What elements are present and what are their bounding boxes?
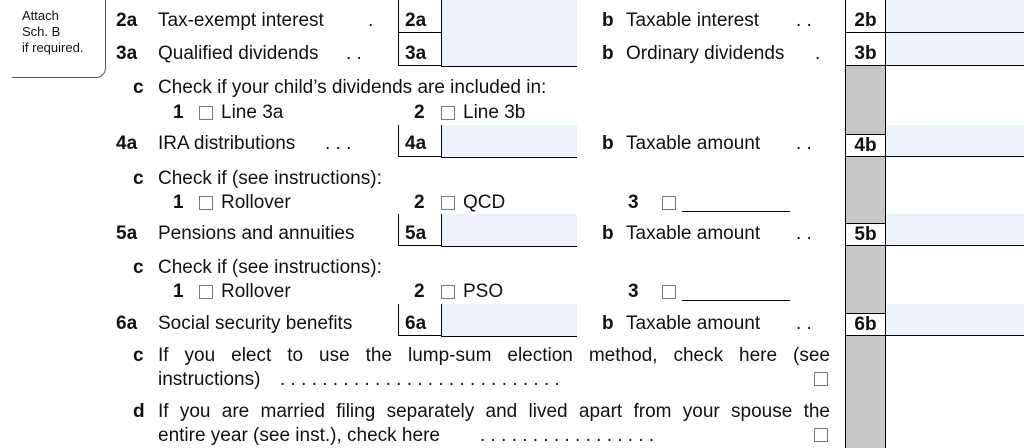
line-4a-label: IRA distributions <box>158 133 296 154</box>
line-5c-option1-number: 1 <box>173 281 184 302</box>
line-2b-number: b <box>602 10 614 31</box>
line-4b-number: b <box>602 133 614 154</box>
line-3a-leader-dots: . . <box>346 43 362 64</box>
line-5a-number: 5a <box>116 223 138 244</box>
line-4c-rollover-checkbox[interactable] <box>199 196 213 210</box>
line-4c-letter: c <box>133 168 144 189</box>
line-4c-option1-label: Rollover <box>221 192 291 213</box>
gray-area-3c <box>845 66 886 134</box>
line-6b-amount-field[interactable] <box>886 304 1024 336</box>
line-5a-amount-field[interactable] <box>441 214 577 247</box>
line-3c-label: Check if your child’s dividends are included in: <box>158 77 547 98</box>
line-3c-line3a-checkbox[interactable] <box>199 106 213 120</box>
line-4a-leader-dots: . . . <box>325 133 352 154</box>
line-5c-option1-label: Rollover <box>221 281 291 302</box>
line-2b-leader-dots: . . <box>796 10 812 31</box>
line-3b-label: Ordinary dividends <box>626 43 785 64</box>
line-5a-box-label: 5a <box>398 214 441 246</box>
line-4c-option3-text-field[interactable] <box>682 211 790 212</box>
line-4c-option3-number: 3 <box>628 192 639 213</box>
line-6b-label: Taxable amount <box>626 313 761 334</box>
line-4b-box-label: 4b <box>845 134 885 157</box>
line-3c-option1-label: Line 3a <box>221 102 284 123</box>
line-5c-option2-number: 2 <box>414 281 425 302</box>
line-5c-option2-label: PSO <box>463 281 504 302</box>
line-4c-label: Check if (see instructions): <box>158 168 382 189</box>
line-3b-amount-field[interactable] <box>886 33 1024 66</box>
line-4c-option1-number: 1 <box>173 192 184 213</box>
line-6d-text-line2: entire year (see inst.), check here <box>158 425 440 446</box>
line-6d-married-apart-checkbox[interactable] <box>814 428 828 442</box>
line-6a-number: 6a <box>116 313 138 334</box>
line-6b-number: b <box>602 313 614 334</box>
line-3b-box-label: 3b <box>845 33 885 66</box>
line-6c-lump-sum-checkbox[interactable] <box>814 372 828 386</box>
line-2a-leader-dots: . <box>368 10 374 31</box>
gray-area-6cd <box>845 336 886 448</box>
line-3c-line3b-checkbox[interactable] <box>441 106 455 120</box>
line-5c-label: Check if (see instructions): <box>158 257 382 278</box>
line-3a-box-label: 3a <box>398 33 441 66</box>
line-5c-letter: c <box>133 257 144 278</box>
line-6a-label: Social security benefits <box>158 313 353 334</box>
line-6a-amount-field[interactable] <box>441 304 577 337</box>
line-2a-amount-field[interactable] <box>441 0 577 34</box>
line-4c-option2-number: 2 <box>414 192 425 213</box>
line-5b-leader-dots: . . <box>796 223 812 244</box>
attach-note-line2: Sch. B <box>22 24 61 39</box>
line-3c-option2-label: Line 3b <box>463 102 526 123</box>
line-6c-letter: c <box>133 345 144 366</box>
line-5c-option3-checkbox[interactable] <box>662 285 676 299</box>
line-6c-text-line1: If you elect to use the lump-sum election method, check here (see <box>158 345 830 366</box>
line-6b-leader-dots: . . <box>796 313 812 334</box>
line-6a-box-label: 6a <box>398 304 441 336</box>
line-5c-pso-checkbox[interactable] <box>441 285 455 299</box>
line-4c-qcd-checkbox[interactable] <box>441 196 455 210</box>
line-6d-leader-dots: . . . . . . . . . . . . . . . . . <box>480 425 655 446</box>
line-2a-label: Tax-exempt interest <box>158 10 324 31</box>
line-5c-rollover-checkbox[interactable] <box>199 285 213 299</box>
line-4b-leader-dots: . . <box>796 133 812 154</box>
gray-area-5c <box>845 246 886 313</box>
line-4a-number: 4a <box>116 133 138 154</box>
line-5b-number: b <box>602 223 614 244</box>
line-4c-option2-label: QCD <box>463 192 506 213</box>
line-6d-text-line1: If you are married filing separately and lived apart from your spouse the <box>158 401 830 422</box>
line-2b-amount-field[interactable] <box>886 0 1024 33</box>
line-5b-box-label: 5b <box>845 223 885 246</box>
line-4b-label: Taxable amount <box>626 133 761 154</box>
line-3b-number: b <box>602 43 614 64</box>
line-5a-label: Pensions and annuities <box>158 223 355 244</box>
line-4b-amount-field[interactable] <box>886 125 1024 157</box>
line-5b-amount-field[interactable] <box>886 214 1024 246</box>
line-3a-label: Qualified dividends <box>158 43 319 64</box>
attach-schedule-b-note <box>12 0 106 78</box>
gray-area-4c <box>845 157 886 223</box>
line-6b-box-label: 6b <box>845 313 885 336</box>
line-5c-option3-number: 3 <box>628 281 639 302</box>
line-2a-number: 2a <box>116 10 138 31</box>
line-2b-label: Taxable interest <box>626 10 760 31</box>
attach-note-line1: Attach <box>22 8 59 23</box>
line-4a-amount-field[interactable] <box>441 125 577 158</box>
line-5c-option3-text-field[interactable] <box>682 300 790 301</box>
line-6c-text-line2: instructions) <box>158 369 261 390</box>
line-3c-option1-number: 1 <box>173 102 184 123</box>
line-4c-option3-checkbox[interactable] <box>662 196 676 210</box>
line-5b-label: Taxable amount <box>626 223 761 244</box>
line-3c-letter: c <box>133 77 144 98</box>
line-6d-letter: d <box>133 401 145 422</box>
attach-note-line3: if required. <box>22 40 84 55</box>
line-3a-amount-field[interactable] <box>441 33 577 67</box>
line-3a-number: 3a <box>116 43 138 64</box>
line-4a-box-label: 4a <box>398 125 441 157</box>
line-3b-leader-dots: . <box>815 43 821 64</box>
line-3c-option2-number: 2 <box>414 102 425 123</box>
line-2b-box-label: 2b <box>845 0 885 33</box>
line-2a-box-label: 2a <box>398 0 441 33</box>
line-6c-leader-dots: . . . . . . . . . . . . . . . . . . . . . . . . . . . <box>280 369 560 390</box>
